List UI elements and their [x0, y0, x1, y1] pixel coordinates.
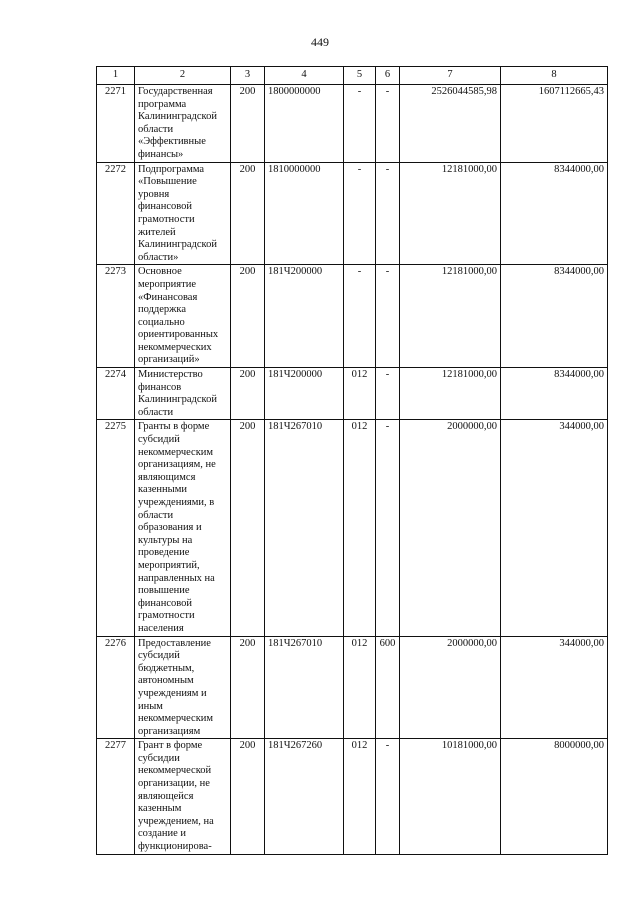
header-row	[97, 67, 608, 85]
budget-table	[96, 66, 608, 855]
row-name-line: организациям	[138, 725, 201, 737]
column-6-cell: -	[376, 162, 400, 265]
row-name-line: мероприятие	[138, 278, 196, 290]
column-header: 7	[400, 67, 501, 85]
row-number-cell: 2275	[97, 420, 135, 636]
page-number: 449	[311, 35, 329, 49]
row-name-line: Гранты в форме	[138, 421, 210, 433]
row-name-line: финансовой	[138, 597, 192, 609]
row-name-line: Калининградской	[138, 111, 217, 123]
row-name-line: ориентированных	[138, 329, 219, 341]
row-name-line: области	[138, 509, 174, 521]
row-name-line: субсидий	[138, 434, 180, 446]
row-name-line: проведение	[138, 547, 190, 559]
row-name-line: Грант в форме	[138, 740, 203, 752]
amount-2-cell: 8344000,00	[501, 265, 608, 368]
amount-1-cell: 2000000,00	[400, 636, 501, 739]
column-header: 8	[501, 67, 608, 85]
row-number-cell: 2276	[97, 636, 135, 739]
row-name-line: грамотности	[138, 610, 195, 622]
row-name-line: уровня	[138, 188, 170, 200]
row-name-line: организации, не	[138, 778, 210, 790]
row-name-line: «Финансовая	[138, 291, 198, 303]
row-name-cell	[135, 739, 231, 854]
row-name-line: субсидий	[138, 650, 180, 662]
column-header: 3	[231, 67, 265, 85]
column-3-cell: 200	[231, 420, 265, 636]
amount-2-cell: 8344000,00	[501, 368, 608, 420]
row-name-line: некоммерческой	[138, 765, 212, 777]
row-name-cell	[135, 265, 231, 368]
column-3-cell: 200	[231, 368, 265, 420]
column-3-cell: 200	[231, 739, 265, 854]
column-5-cell: 012	[344, 368, 376, 420]
table-row	[97, 85, 608, 163]
row-name-line: Государственная	[138, 86, 213, 97]
table-row	[97, 636, 608, 739]
row-name-line: «Эффективные	[138, 136, 206, 148]
column-6-cell: 600	[376, 636, 400, 739]
row-name-line: социально	[138, 316, 185, 328]
amount-2-cell: 1607112665,43	[501, 85, 608, 163]
column-5-cell: -	[344, 265, 376, 368]
row-name-line: финансы»	[138, 148, 184, 160]
amount-1-cell: 12181000,00	[400, 162, 501, 265]
row-name-line: «Повышение	[138, 176, 197, 188]
row-name-line: Предоставление	[138, 637, 211, 649]
row-name-line: Калининградской	[138, 239, 217, 251]
row-name-line: Подпрограмма	[138, 163, 205, 175]
row-name-cell	[135, 420, 231, 636]
amount-2-cell: 8344000,00	[501, 162, 608, 265]
row-name-line: финансовой	[138, 201, 192, 213]
row-name-cell	[135, 85, 231, 163]
amount-2-cell: 344000,00	[501, 420, 608, 636]
row-name-line: казенными	[138, 484, 187, 496]
row-name-line: учреждением, на	[138, 815, 214, 827]
row-name-line: грамотности	[138, 213, 195, 225]
row-number-cell: 2273	[97, 265, 135, 368]
row-name-line: жителей	[138, 226, 176, 238]
row-name-line: области	[138, 123, 174, 135]
column-3-cell: 200	[231, 265, 265, 368]
row-name-line: Калининградской	[138, 394, 217, 406]
row-name-cell	[135, 368, 231, 420]
row-name-line: культуры на	[138, 534, 193, 546]
table-row	[97, 162, 608, 265]
amount-1-cell: 12181000,00	[400, 265, 501, 368]
amount-1-cell: 2526044585,98	[400, 85, 501, 163]
column-3-cell: 200	[231, 162, 265, 265]
row-name-line: области	[138, 406, 174, 418]
column-header: 1	[97, 67, 135, 85]
column-6-cell: -	[376, 265, 400, 368]
column-6-cell: -	[376, 420, 400, 636]
row-name-line: учреждениями, в	[138, 497, 215, 508]
row-name-line: образования и	[138, 522, 202, 534]
column-header: 5	[344, 67, 376, 85]
table-row	[97, 265, 608, 368]
row-name-line: населения	[138, 622, 184, 634]
column-3-cell: 200	[231, 636, 265, 739]
row-name-line: бюджетным,	[138, 662, 195, 674]
row-name-line: казенным	[138, 803, 182, 815]
column-5-cell: -	[344, 85, 376, 163]
row-name-line: Министерство	[138, 369, 203, 381]
row-name-line: повышение	[138, 585, 190, 597]
row-name-line: иным	[138, 700, 163, 712]
row-name-line: направленных на	[138, 572, 215, 584]
row-name-cell	[135, 636, 231, 739]
row-name-line: некоммерческим	[138, 446, 214, 458]
code-cell: 181Ч267010	[265, 636, 344, 739]
code-cell: 1810000000	[265, 162, 344, 265]
row-name-line: организациям, не	[138, 459, 216, 471]
row-name-line: мероприятий,	[138, 559, 200, 571]
table-row	[97, 368, 608, 420]
code-cell: 181Ч267260	[265, 739, 344, 854]
row-name-line: области»	[138, 251, 179, 263]
code-cell: 1800000000	[265, 85, 344, 163]
row-name-line: программа	[138, 98, 187, 110]
code-cell: 181Ч200000	[265, 368, 344, 420]
column-5-cell: 012	[344, 636, 376, 739]
row-name-line: являющейся	[138, 790, 194, 802]
row-name-line: Основное	[138, 266, 182, 278]
amount-1-cell: 12181000,00	[400, 368, 501, 420]
row-number-cell: 2272	[97, 162, 135, 265]
column-5-cell: 012	[344, 739, 376, 854]
amount-1-cell: 2000000,00	[400, 420, 501, 636]
column-header: 4	[265, 67, 344, 85]
column-5-cell: 012	[344, 420, 376, 636]
code-cell: 181Ч267010	[265, 420, 344, 636]
row-name-line: некоммерческих	[138, 341, 212, 353]
row-name-line: субсидии	[138, 752, 180, 764]
column-3-cell: 200	[231, 85, 265, 163]
amount-2-cell: 8000000,00	[501, 739, 608, 854]
table-row	[97, 739, 608, 854]
code-cell: 181Ч200000	[265, 265, 344, 368]
column-header: 2	[135, 67, 231, 85]
row-name-line: организаций»	[138, 354, 200, 366]
row-name-cell	[135, 162, 231, 265]
row-name-line: некоммерческим	[138, 713, 214, 725]
row-name-line: финансов	[138, 381, 182, 393]
column-6-cell: -	[376, 368, 400, 420]
column-6-cell: -	[376, 85, 400, 163]
row-number-cell: 2271	[97, 85, 135, 163]
row-name-line: функционирова-	[138, 841, 212, 853]
column-5-cell: -	[344, 162, 376, 265]
row-name-line: автономным	[138, 675, 194, 687]
row-number-cell: 2274	[97, 368, 135, 420]
amount-1-cell: 10181000,00	[400, 739, 501, 854]
row-number-cell: 2277	[97, 739, 135, 854]
column-6-cell: -	[376, 739, 400, 854]
column-header: 6	[376, 67, 400, 85]
amount-2-cell: 344000,00	[501, 636, 608, 739]
row-name-line: поддержка	[138, 304, 187, 316]
row-name-line: являющимся	[138, 471, 196, 483]
row-name-line: учреждениям и	[138, 687, 207, 699]
table-row	[97, 420, 608, 636]
row-name-line: создание и	[138, 828, 187, 840]
